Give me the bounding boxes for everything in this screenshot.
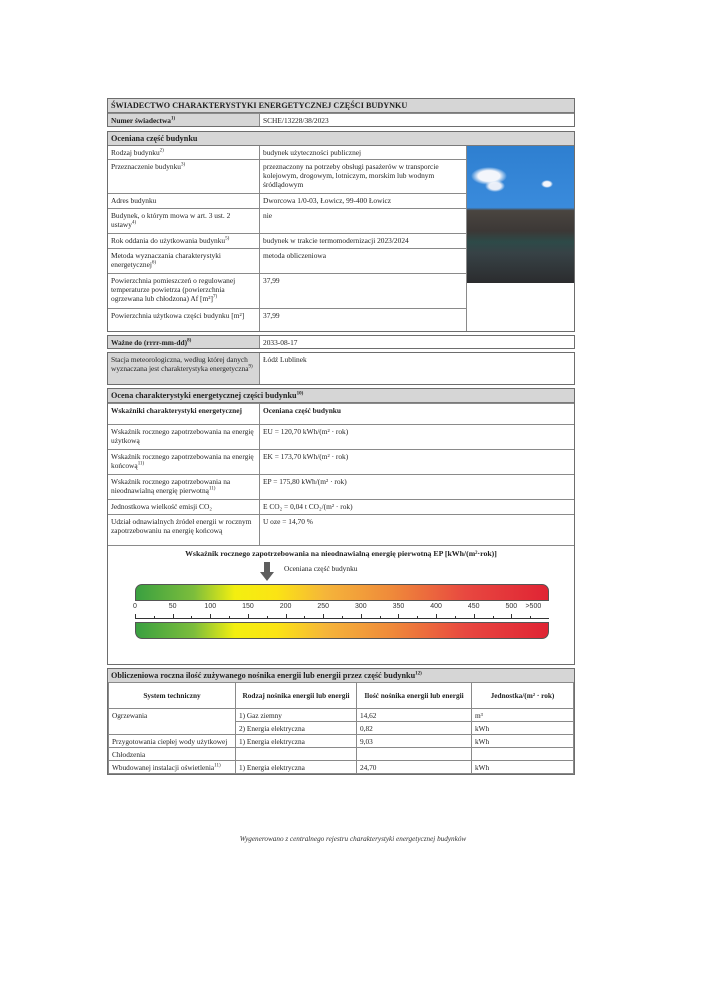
- indicator-row: Wskaźnik rocznego zapotrzebowania na energię końcową$^{11)}$ EK = 173,70 kWh/(m² · rok): [108, 449, 574, 474]
- scale-tick: [342, 616, 343, 619]
- scale-color-bar-bottom: [135, 622, 549, 639]
- scale-tick: [135, 614, 136, 619]
- validity-label: Ważne do (rrrr-mm-dd)$^{8)}$: [108, 336, 260, 348]
- scale-tick: [154, 616, 155, 619]
- validity-date: 2033-08-17: [263, 337, 298, 347]
- certificate-header-block: [107, 98, 575, 127]
- marker-arrow-icon: [262, 562, 272, 582]
- consumption-table: [108, 682, 574, 774]
- scale-tick: [474, 614, 475, 619]
- table-row: Ogrzewania 1) Gaz ziemny 14,62 m³: [109, 709, 574, 722]
- scale-tick: [380, 616, 381, 619]
- weather-station-value: Łódź Lublinek: [263, 354, 307, 364]
- building-photo: [467, 146, 574, 331]
- consumption-section-title: Obliczeniowa roczna ilość zużywanego nośnika energii lub energii przez część budynku$^{12)}$: [108, 669, 574, 682]
- scale-tick: [267, 616, 268, 619]
- scale-color-bar-top: [135, 584, 549, 601]
- ep-energy-scale: [108, 545, 574, 664]
- scale-tick: [436, 614, 437, 619]
- scale-tick-label: 0: [133, 603, 137, 611]
- scale-tick: [455, 616, 456, 619]
- scale-tick: [210, 614, 211, 619]
- building-row: Rodzaj budynku$^{2)}$ budynek użyteczności publicznej: [108, 146, 466, 159]
- table-row: Wbudowanej instalacji oświetlenia$^{11)}$ 1) Energia elektryczna 24,70 kWh: [109, 761, 574, 774]
- scale-title: Wskaźnik rocznego zapotrzebowania na nieodnawialną energię pierwotną EP [kWh/(m²·rok)]: [185, 549, 497, 559]
- building-row: Powierzchnia pomieszczeń o regulowanej temperaturze powietrza (powierzchnia ogrzewana lub chłodzona) Af $[m^2]^{7)}$ 37,99: [108, 273, 466, 308]
- scale-tick: [398, 614, 399, 619]
- scale-tick: [248, 614, 249, 619]
- scale-tick: [511, 614, 512, 619]
- scale-tick-label: 450: [467, 603, 480, 611]
- scale-tick-label: 50: [168, 603, 177, 611]
- building-row: Powierzchnia użytkowa części budynku [m²] 37,99: [108, 308, 466, 331]
- scale-tick-label: 400: [430, 603, 442, 611]
- table-row: Chłodzenia: [109, 748, 574, 761]
- certificate-number: SCHE/13228/38/2023: [263, 115, 329, 125]
- validity-block: [107, 335, 575, 349]
- scale-tick: [417, 616, 418, 619]
- weather-station-label: Stacja meteorologiczna, według której danych wyznaczana jest charakterystyka energetyczna$^{9)}$: [108, 353, 260, 384]
- scale-tick: [173, 614, 174, 619]
- weather-station-block: [107, 352, 575, 385]
- scale-tick-label: 100: [204, 603, 217, 611]
- scale-tick: [286, 614, 287, 619]
- indicator-row: Wskaźnik rocznego zapotrzebowania na energię użytkową EU = 120,70 kWh/(m² · rok): [108, 424, 574, 449]
- building-section: [107, 131, 575, 332]
- scale-tick: [493, 616, 494, 619]
- certificate-page: [107, 98, 575, 775]
- scale-tick-label: 350: [392, 603, 405, 611]
- scale-tick: [304, 616, 305, 619]
- building-photo-image: [467, 146, 574, 283]
- scale-tick-label: 250: [317, 603, 330, 611]
- scale-tick-label: >500: [525, 603, 542, 611]
- scale-tick-label: 200: [279, 603, 292, 611]
- certificate-number-label: Numer świadectwa$^{1)}$: [108, 114, 260, 126]
- assessment-section: [107, 388, 575, 665]
- indicators-column-header: Wskaźniki charakterystyki energetycznej: [108, 404, 260, 424]
- table-row: Przygotowania ciepłej wody użytkowej 1) Energia elektryczna 9,03 kWh: [109, 735, 574, 748]
- scale-tick-label: 150: [242, 603, 254, 611]
- table-row: 2) Energia elektryczna 0,82 kWh: [109, 722, 574, 735]
- footer-note: Wygenerowano z centralnego rejestru charakterystyki energetycznej budynków: [239, 835, 467, 843]
- building-row: Metoda wyznaczania charakterystyki energetycznej$^{6)}$ metoda obliczeniowa: [108, 248, 466, 273]
- scale-tick-label: 500: [505, 603, 518, 611]
- scale-tick: [191, 616, 192, 619]
- consumption-section: [107, 668, 575, 775]
- document-title: ŚWIADECTWO CHARAKTERYSTYKI ENERGETYCZNEJ CZĘŚCI BUDYNKU: [108, 99, 574, 113]
- scale-tick: [323, 614, 324, 619]
- indicator-row: Jednostkowa wielkość emisji CO₂ E CO₂ = 0,04 t CO₂/(m² · rok): [108, 499, 574, 514]
- scale-tick-label: 300: [354, 603, 367, 611]
- indicator-row: Udział odnawialnych źródeł energii w rocznym zapotrzebowaniu na energię końcową U oze = 14,70 %: [108, 514, 574, 545]
- building-row: Przeznaczenie budynku$^{3)}$ przeznaczony na potrzeby obsługi pasażerów w transporcie kolejowym, drogowym, lotniczym, morskim lub wodnym śródlądowym: [108, 159, 466, 193]
- table-header-row: System techniczny Rodzaj nośnika energii lub energii Ilość nośnika energii lub energii Jednostka/(m² · rok): [109, 683, 574, 709]
- assessment-section-title: Ocena charakterystyki energetycznej części budynku$^{10)}$: [108, 389, 574, 403]
- building-row: Adres budynku Dworcowa 1/0-03, Łowicz, 99-400 Łowicz: [108, 193, 466, 208]
- scale-tick: [229, 616, 230, 619]
- scale-tick: [361, 614, 362, 619]
- marker-label: Oceniana część budynku: [284, 564, 358, 574]
- building-row: Rok oddania do użytkowania budynku$^{5)}$ budynek w trakcie termomodernizacji 2023/2024: [108, 233, 466, 248]
- indicator-row: Wskaźnik rocznego zapotrzebowania na nieodnawialną energię pierwotną$^{11)}$ EP = 175,80 kWh/(m² · rok): [108, 474, 574, 499]
- assessed-part-column-header: Oceniana część budynku: [263, 405, 342, 415]
- scale-tick: [530, 616, 531, 619]
- building-section-title: Oceniana część budynku: [108, 132, 574, 146]
- building-row: Budynek, o którym mowa w art. 3 ust. 2 ustawy$^{4)}$ nie: [108, 208, 466, 233]
